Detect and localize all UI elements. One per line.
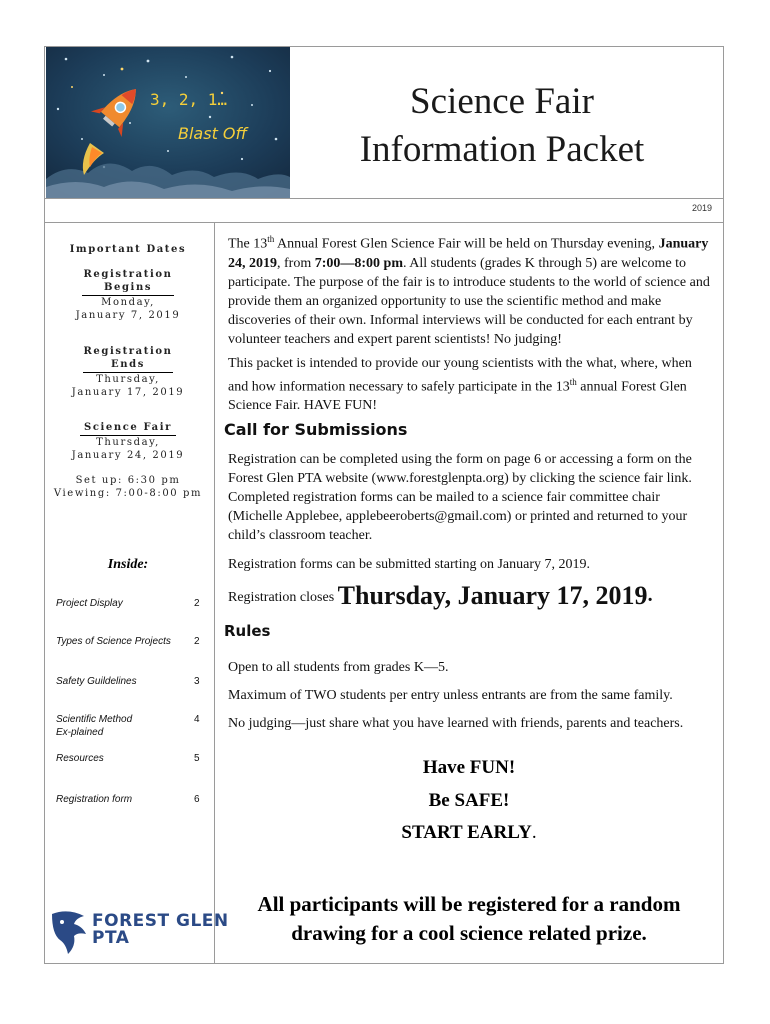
blast-off-text: Blast Off [178,124,248,143]
call-paragraph-1: Registration can be completed using the form on page 6 or accessing a form on the Forest Glen PTA website (www.forestglenpta.org) by clicking the science fair link. Completed registration forms can be mailed to a science fair committee chair (Michelle Applebee, applebeeroberts@gmail.com) or printed and returned to your child’s classroom teacher. [228,452,692,543]
rocket-banner [46,47,290,198]
have-fun-text: Have FUN! [422,757,516,778]
toc-page: 4 [194,714,200,725]
fair-label: Science Fair [80,421,176,436]
toc-label: Safety Guildelines [56,676,137,687]
intro-paragraph-2: This packet is intended to provide our young scientists with the what, where, when and how information necessary to safely participate in the 13th annual Forest Glen Science Fair. HAVE FUN! [228,355,692,414]
closes-label: Registration closes [228,590,338,605]
reg-begins-day: Monday, [101,297,155,308]
header-divider [44,198,724,199]
logo-line-1: FOREST GLEN [92,911,229,931]
registration-ends [52,345,204,399]
be-safe-text: Be SAFE! [428,790,510,811]
rule-item: Maximum of TWO students per entry unless entrants are from the same family. [228,688,673,703]
title-line-1: Science Fair [410,81,594,122]
closes-date: Thursday, January 17, 2019 [337,581,648,610]
setup-time: Set up: 6:30 pm [75,475,181,486]
toc-page: 2 [194,598,200,609]
registration-closes: Registration closes Thursday, January 17, 2019. [228,581,653,610]
inside-heading: Inside: [107,557,149,572]
year-divider [44,222,724,223]
toc-label: Resources [56,753,104,764]
toc-label: Project Display [56,598,123,609]
toc-label: Registration form [56,794,133,805]
countdown-text: 3, 2, 1… [150,90,228,109]
logo-line-2: PTA [92,928,130,948]
reg-ends-label-2: Ends [83,358,173,373]
toc-page: 3 [194,676,200,687]
rules-heading: Rules [224,622,271,640]
sidebar-divider [214,222,215,964]
rule-item: No judging—just share what you have learned with friends, parents and teachers. [228,716,684,731]
prize-announcement: All participants will be registered for a random drawing for a cool science related prize. [257,892,681,945]
toc-label: Types of Science Projects [56,636,171,647]
reg-begins-date: January 7, 2019 [75,310,181,321]
important-dates-heading: Important Dates [69,244,187,255]
toc-page: 5 [194,753,200,764]
fair-date: January 24, 2019 [71,450,185,461]
toc-label: Scientific Method Ex-plained [56,714,133,738]
intro-section [228,230,712,415]
start-early-text: START EARLY. [401,822,537,843]
registration-begins [52,268,204,322]
reg-begins-label-2: Begins [82,281,174,296]
reg-begins-label-1: Registration [83,269,173,280]
fair-day: Thursday, [96,437,160,448]
science-fair-date [52,421,204,500]
rocket-illustration [46,47,290,198]
title-line-2: Information Packet [359,129,645,170]
rules-list [228,658,712,733]
viewing-time: Viewing: 7:00-8:00 pm [53,488,203,499]
reg-ends-date: January 17, 2019 [71,387,185,398]
pta-logo-text [92,913,229,947]
reg-ends-label-1: Registration [83,346,173,357]
page-title [300,78,704,174]
intro-paragraph-1: The 13th Annual Forest Glen Science Fair will be held on Thursday evening, January 24, 2019, from 7:00—8:00 pm. All students (grades K through 5) are welcome to participate. The purpose of the fair is to introduce students to the world of science and provide them an organized opportunity to use the scientific method and make discoveries of their own. Informal interviews will be conducted for each entrant by volunteer teachers and expert parent scientists! No judging! [228,234,710,347]
reg-ends-day: Thursday, [96,374,160,385]
call-section [228,450,712,574]
call-paragraph-2: Registration forms can be submitted starting on January 7, 2019. [228,557,590,572]
rule-item: Open to all students from grades K—5. [228,660,449,675]
toc-page: 6 [194,794,200,805]
call-for-submissions-heading: Call for Submissions [224,420,408,439]
toc-page: 2 [194,636,200,647]
year-label: 2019 [691,203,712,213]
eagle-icon [52,911,86,954]
